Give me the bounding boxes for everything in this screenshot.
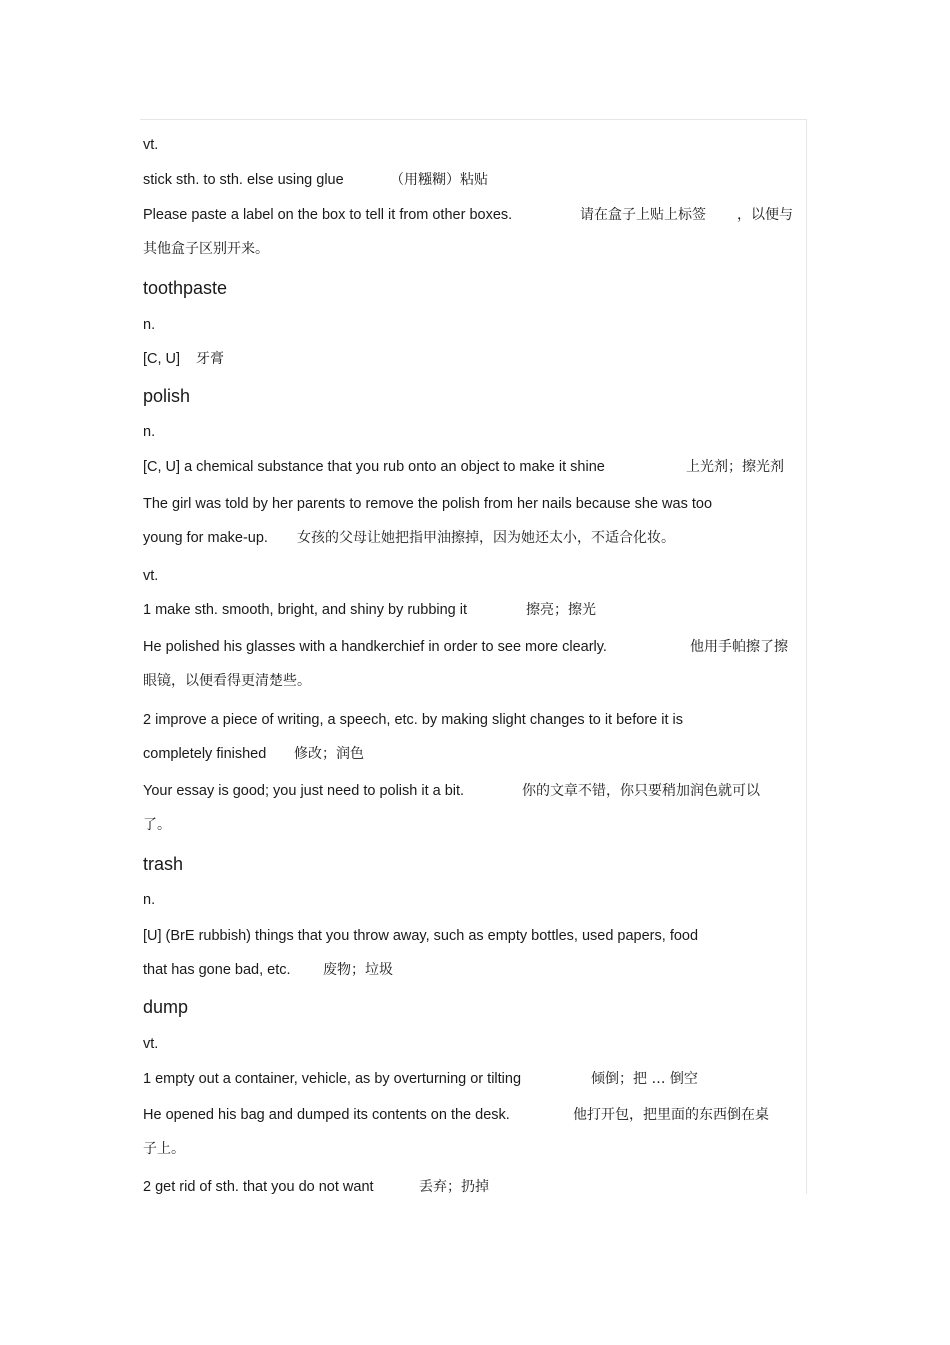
definition-en: 2 improve a piece of writing, a speech, etc. by making slight changes to it before it is [143, 712, 683, 728]
pos-label: vt. [143, 1036, 159, 1052]
example-en-cont: young for make-up. [143, 530, 268, 546]
pos-label: vt. [143, 568, 159, 584]
definition-zh: 废物；垃圾 [323, 962, 393, 978]
example-zh: 女孩的父母让她把指甲油擦掉，因为她还太小，不适合化妆。 [297, 530, 675, 546]
example-en: Your essay is good; you just need to polish it a bit. [143, 783, 465, 799]
definition-en-cont: that has gone bad, etc. [143, 962, 291, 978]
headword-toothpaste: toothpaste [143, 278, 228, 298]
example-en: He polished his glasses with a handkerchief in order to see more clearly. [143, 639, 607, 655]
definition-zh: 上光剂；擦光剂 [686, 459, 784, 475]
pos-label: n. [143, 317, 156, 333]
definition-en-cont: completely finished [143, 746, 267, 762]
example-zh: 他用手帕擦了擦 [690, 639, 788, 655]
definition-zh: 牙膏 [196, 351, 224, 367]
example-zh-wrap: 了。 [143, 817, 171, 833]
definition-en: 2 get rid of sth. that you do not want [143, 1179, 374, 1195]
example-en: He opened his bag and dumped its contents on the desk. [143, 1107, 510, 1123]
headword-polish: polish [143, 386, 191, 406]
definition-zh: 丢弃；扔掉 [419, 1179, 489, 1195]
example-zh-cont: ，以便与 [737, 207, 793, 223]
example-zh-wrap: 其他盒子区别开来。 [143, 241, 269, 257]
example-en: The girl was told by her parents to remove the polish from her nails because she was too [143, 496, 713, 512]
page-frame [140, 119, 807, 1194]
pos-label: n. [143, 424, 156, 440]
definition-en: 1 empty out a container, vehicle, as by overturning or tilting [143, 1071, 522, 1087]
headword-dump: dump [143, 997, 189, 1017]
grammar-code: [C, U] [143, 351, 181, 367]
definition-zh: （用糨糊）粘贴 [390, 172, 488, 188]
pos-label: n. [143, 892, 156, 908]
headword-trash: trash [143, 854, 184, 874]
definition-zh: 修改；润色 [294, 746, 364, 762]
definition-en: stick sth. to sth. else using glue [143, 172, 344, 188]
example-zh: 他打开包，把里面的东西倒在桌 [573, 1107, 769, 1123]
example-zh: 请在盒子上贴上标签 [580, 207, 706, 223]
definition-en: [U] (BrE rubbish) things that you throw away, such as empty bottles, used papers, food [143, 928, 699, 944]
pos-label: vt. [143, 137, 159, 153]
definition-en: 1 make sth. smooth, bright, and shiny by rubbing it [143, 602, 468, 618]
definition-zh: 倾倒；把 … 倒空 [591, 1071, 698, 1087]
definition-en: [C, U] a chemical substance that you rub onto an object to make it shine [143, 459, 605, 475]
example-en: Please paste a label on the box to tell it from other boxes. [143, 207, 513, 223]
definition-zh: 擦亮；擦光 [526, 602, 596, 618]
example-zh-wrap: 子上。 [143, 1141, 185, 1157]
example-zh-wrap: 眼镜，以便看得更清楚些。 [143, 673, 311, 689]
example-zh: 你的文章不错，你只要稍加润色就可以 [522, 783, 760, 799]
